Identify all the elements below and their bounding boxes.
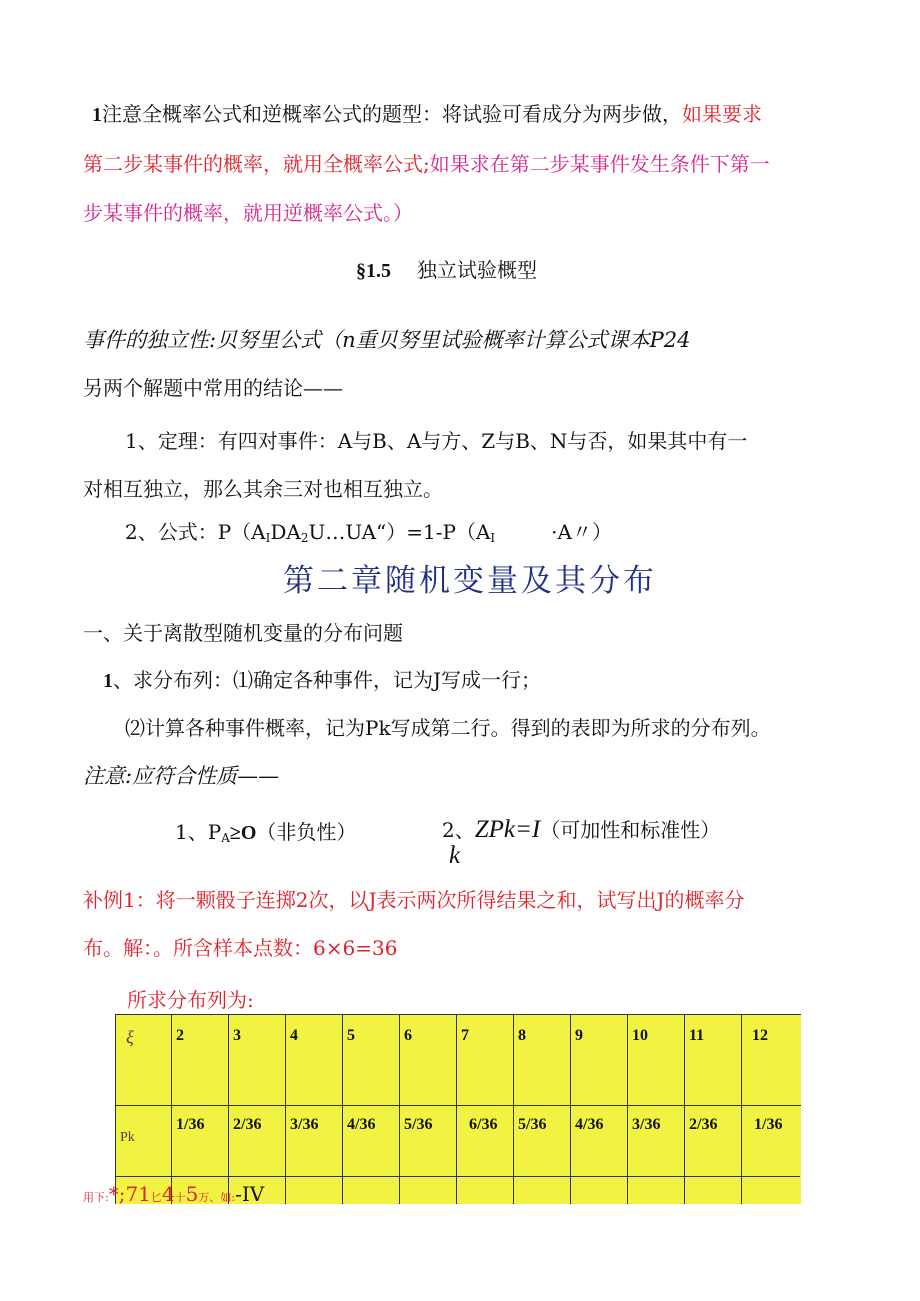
footer-small-text-2: 十: [174, 1191, 186, 1204]
property-2-prefix: 2、: [442, 818, 475, 842]
footer-end-text: -IV: [235, 1182, 265, 1206]
formula-line: [125, 518, 612, 552]
step-1-text: 、求分布列：⑴确定各种事件，记为J写成一行；: [113, 668, 542, 692]
note-red-semicolon: ;: [423, 152, 430, 176]
theorem-line-1: 1、定理：有四对事件：A与B、A与方、Z与B、N与否，如果其中有一: [125, 429, 748, 453]
probability-cell: 4/36: [343, 1106, 400, 1205]
probability-cell: 3/36: [628, 1106, 685, 1205]
value-cell: 8: [514, 1015, 571, 1106]
probability-cell: 3/36: [286, 1106, 343, 1205]
footer-small-prefix: 用下:: [83, 1191, 109, 1204]
row-label-pk: Pk: [116, 1106, 172, 1205]
step-1-number: 1: [103, 670, 113, 692]
value-cell: 10: [628, 1015, 685, 1106]
value-cell: 7: [457, 1015, 514, 1106]
step-2-line: ⑵计算各种事件概率，记为Pk写成第二行。得到的表即为所求的分布列。: [125, 716, 771, 740]
probability-cell: 1/36: [172, 1106, 229, 1205]
value-cell: 6: [400, 1015, 457, 1106]
property-note: 注意:应符合性质——: [83, 764, 280, 788]
property-2-label: （可加性和标准性）: [540, 818, 721, 842]
value-cell: 2: [172, 1015, 229, 1106]
property-2-formula: ZPk=I: [474, 816, 541, 843]
probability-cell: 6/36: [457, 1106, 514, 1205]
chapter-title: 第二章随机变量及其分布: [283, 563, 657, 599]
probability-cell: 2/36: [685, 1106, 742, 1205]
property-1: [175, 818, 356, 852]
property-1-inequality: ≥O: [229, 822, 257, 844]
row-label-xi: ξ: [116, 1015, 172, 1106]
section-number: §1.5: [356, 260, 391, 282]
note-red-text-2: 第二步某事件的概率，就用全概率公式: [83, 152, 423, 176]
table-row-values: [116, 1015, 801, 1106]
note-red-text-1: 如果要求: [682, 102, 762, 126]
probability-cell: 5/36: [514, 1106, 571, 1205]
property-1-prefix: 1、P: [175, 820, 222, 844]
value-cell: 9: [571, 1015, 628, 1106]
note-line-3: [83, 199, 413, 227]
note-black-text: 注意全概率公式和逆概率公式的题型：将试验可看成分为两步做，: [102, 102, 682, 126]
note-line-1: [92, 100, 762, 129]
value-cell: 5: [343, 1015, 400, 1106]
table-caption: 所求分布列为:: [127, 988, 254, 1012]
probability-cell: 5/36: [400, 1106, 457, 1205]
independence-line: 事件的独立性:贝努里公式（n重贝努里试验概率计算公式课本P24: [83, 328, 691, 352]
property-2: [442, 816, 720, 844]
footer-small-text-3: 万、如:: [198, 1191, 236, 1204]
section-title: 独立试验概型: [417, 258, 537, 282]
conclusions-intro: 另两个解题中常用的结论——: [83, 376, 343, 400]
probability-cell: 2/36: [229, 1106, 286, 1205]
formula-sub-1: I: [265, 531, 271, 545]
formula-mid-2: U…UA“）=1-P（A: [308, 520, 491, 544]
probability-cell: 1/36: [742, 1106, 801, 1205]
property-1-sub: A: [221, 831, 230, 845]
table-bottom-border: [115, 1176, 800, 1177]
value-cell: 4: [286, 1015, 343, 1106]
example-line-1: 补例1：将一颗骰子连掷2次，以J表示两次所得结果之和，试写出J的概率分: [83, 888, 745, 912]
formula-mid-1: DA: [270, 520, 301, 544]
probability-cell: 4/36: [571, 1106, 628, 1205]
value-cell: 12: [742, 1015, 801, 1106]
note-line-2: [83, 150, 770, 178]
value-cell: 3: [229, 1015, 286, 1106]
footer-small-text-1: 匕: [150, 1191, 162, 1204]
footer-red-text-1: *;71: [108, 1182, 151, 1206]
footer-line: [83, 1180, 264, 1212]
value-cell: 11: [685, 1015, 742, 1106]
note-magenta-text-1: 如果求在第二步某事件发生条件下第一: [429, 152, 770, 176]
property-1-label: （非负性）: [256, 820, 357, 844]
formula-sub-2: 2: [300, 531, 309, 545]
footer-red-text-2: 4: [161, 1182, 175, 1206]
footer-red-text-3: 5: [185, 1182, 199, 1206]
section-heading: [356, 256, 537, 285]
note-magenta-text-2: 步某事件的概率，就用逆概率公式。）: [83, 201, 413, 225]
step-1-line: [103, 666, 541, 695]
property-2-summation-index: k: [449, 842, 461, 869]
formula-prefix: 2、公式：P（A: [125, 520, 266, 544]
theorem-line-2: 对相互独立，那么其余三对也相互独立。: [83, 477, 443, 501]
note-number: 1: [92, 104, 102, 126]
example-line-2: 布。解：。所含样本点数：6×6=36: [83, 936, 398, 960]
formula-end: ·A〃）: [551, 520, 612, 544]
formula-sub-3: I: [490, 531, 496, 545]
discrete-heading: 一、关于离散型随机变量的分布问题: [83, 621, 403, 645]
